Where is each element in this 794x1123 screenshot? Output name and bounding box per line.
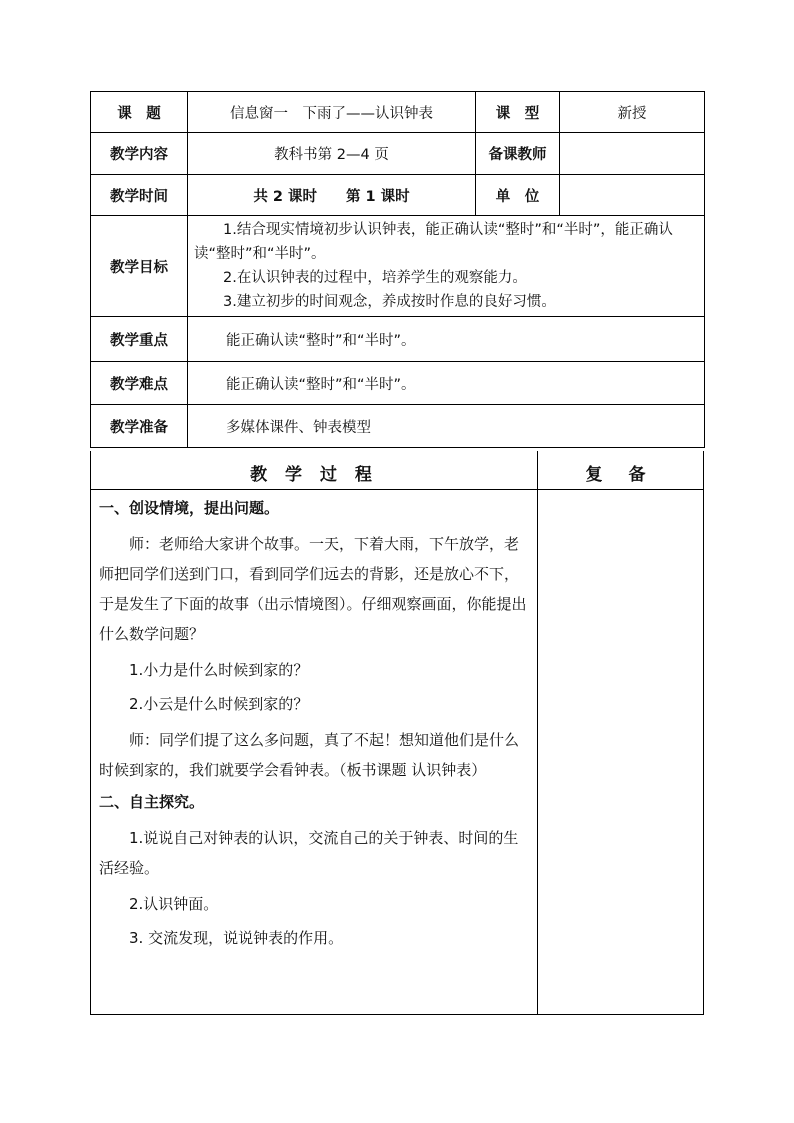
process-title: 教 学 过 程	[250, 465, 378, 485]
difficulty-label: 教学难点	[91, 362, 188, 405]
key-label: 教学重点	[91, 317, 188, 362]
prep-value: 多媒体课件、钟表模型	[188, 405, 705, 448]
goals-content	[188, 216, 705, 317]
step-item: 3. 交流发现，说说钟表的作用。	[129, 929, 344, 947]
section-heading: 一、创设情境，提出问题。	[99, 499, 280, 517]
goal-item: 3.建立初步的时间观念，养成按时作息的良好习惯。	[223, 294, 556, 310]
paragraph: 师：同学们提了这么多问题，真了不起！想知道他们是什么时候到家的，我们就要学会看钟表。（板书课题 认识钟表）	[99, 731, 520, 779]
paragraph: 师：老师给大家讲个故事。一天，下着大雨，下午放学，老师把同学们送到门口，看到同学们远去的背影，还是放心不下，于是发生了下面的故事（出示情境图）。仔细观察画面，你能提出什么数学问题？	[99, 535, 527, 643]
unit-label: 单 位	[476, 175, 560, 216]
question-item: 1.小力是什么时候到家的？	[129, 661, 309, 679]
goal-item: 1.结合现实情境初步认识钟表，能正确认读“整时”和“半时”，能正确认读“整时”和“半时”。	[194, 222, 673, 262]
difficulty-value: 能正确认读“整时”和“半时”。	[188, 362, 705, 405]
time-value: 共 2 课时 第 1 课时	[188, 175, 476, 216]
lesson-info-table	[90, 91, 705, 448]
content-value: 教科书第 2—4 页	[188, 133, 476, 175]
teacher-value	[560, 133, 705, 175]
section-heading: 二、自主探究。	[99, 793, 205, 811]
topic-label: 课 题	[91, 92, 188, 133]
process-content	[99, 491, 527, 955]
unit-value	[560, 175, 705, 216]
step-item: 2.认识钟面。	[129, 895, 219, 913]
type-label: 课 型	[476, 92, 560, 133]
review-title: 复 备	[585, 465, 656, 485]
goal-item: 2.在认识钟表的过程中，培养学生的观察能力。	[223, 270, 527, 286]
prep-label: 教学准备	[91, 405, 188, 448]
teaching-process-box	[90, 451, 704, 1015]
time-label: 教学时间	[91, 175, 188, 216]
content-label: 教学内容	[91, 133, 188, 175]
teacher-label: 备课教师	[476, 133, 560, 175]
goals-label: 教学目标	[91, 216, 188, 317]
topic-value: 信息窗一 下雨了——认识钟表	[188, 92, 476, 133]
type-value: 新授	[560, 92, 705, 133]
column-divider	[537, 451, 538, 1014]
step-item: 1.说说自己对钟表的认识，交流自己的关于钟表、时间的生活经验。	[99, 829, 519, 877]
process-header	[91, 451, 703, 490]
key-value: 能正确认读“整时”和“半时”。	[188, 317, 705, 362]
question-item: 2.小云是什么时候到家的？	[129, 695, 309, 713]
